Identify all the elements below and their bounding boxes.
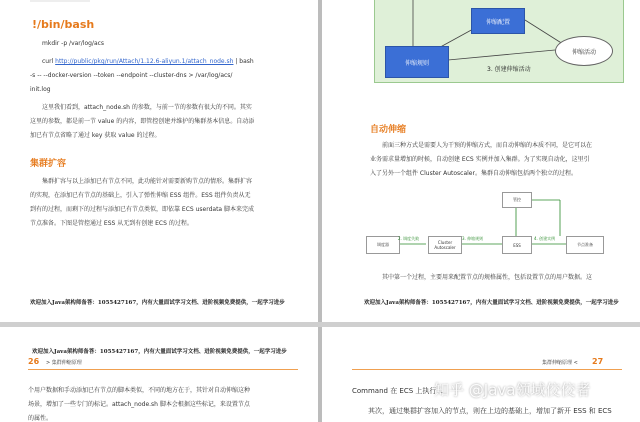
command-curl: curl http://public/pkg/run/Attach/1.12.6-aliyun.1/attach_node.sh | bash [42, 58, 254, 65]
scaling-rule-box: 伸缩规则 [385, 46, 449, 78]
scaling-config-box: 伸缩配置 [471, 8, 525, 34]
page-number-27: 27 [592, 357, 604, 366]
flow-edge-label-2: 3. 伸缩规则 [462, 236, 484, 241]
bottom-left-page [0, 327, 318, 422]
bottom-left-header-footer: 欢迎加入Java架构师备答：1055427167，内有大量面试学习文档、进阶视频免费提供，一起学习进步 [32, 349, 287, 355]
paragraph-2-line-4: 节点准备。下图是管控通过 ESS 从无到有创建 ECS 的过程。 [30, 220, 193, 227]
zhihu-watermark: 知乎 @Java领域佼佼者 [434, 381, 591, 399]
flow-autoscaler-box: Cluster Autoscaler [428, 236, 462, 254]
paragraph-1-line-3: 加已有节点省略了通过 key 获取 value 的过程。 [30, 132, 161, 139]
auto-para-line-3: 入了另外一个组件 Cluster Autoscaler。集群自动伸缩包括两个独立的过程。 [370, 170, 577, 177]
paragraph-2-line-3: 到有的过程，而剩下的过程与添加已有节点类似，即依靠 ECS userdata 脚本来完成 [30, 206, 255, 213]
flow-node-prep-box: 节点准备 [566, 236, 604, 254]
top-diagram [374, 0, 624, 83]
autoscale-flow-diagram [362, 188, 612, 266]
paragraph-2-line-1: 集群扩容与以上添加已有节点不同，此功能针对需要新购节点的情形。集群扩容 [42, 178, 253, 185]
paragraph-1-line-2: 这里的参数，都是前一节 value 的内容，即管控创建并维护的集群基本信息。自动添 [30, 118, 255, 125]
flow-arrows [362, 188, 612, 266]
step-3-label: 3. 创建伸缩活动 [487, 66, 531, 73]
top-cut-text [30, 0, 90, 2]
page-footer-right: 欢迎加入Java架构师备答：1055427167，内有大量面试学习文档、进阶视频免费提供，一起学习进步 [364, 300, 619, 306]
attach-script-link[interactable]: http://public/pkg/run/Attach/1.12.6-aliyun.1/attach_node.sh [55, 58, 234, 65]
command-args: -s -- --docker-version --token --endpoint --cluster-dns > /var/log/acs/ [30, 72, 233, 79]
bottom-right-page [322, 327, 640, 422]
flow-edge-label-1: 2. 调度失败 [398, 236, 420, 241]
flow-control-box: 管控 [502, 192, 532, 208]
header-rule-left [28, 369, 298, 370]
right-page [322, 0, 640, 322]
page-number-26: 26 [28, 357, 40, 366]
auto-caption: 其中第一个过程，主要用来配置节点的规格属性，包括设置节点的用户数据。这 [382, 274, 593, 281]
auto-para-line-2: 业务需求量增加的时候，自动创建 ECS 实例并加入集群。为了实现自动化，这里引 [370, 156, 590, 163]
bottom-right-line-2: 其次，通过集群扩容加入的节点，则在上边的基础上，增加了新开 ESS 和 ECS [368, 407, 612, 415]
running-title-right: 集群伸缩原理 < [542, 360, 578, 366]
flow-scheduler-box: 调度器 [366, 236, 400, 254]
bottom-left-line-3: 的属性。 [28, 415, 53, 422]
left-page [0, 0, 318, 322]
flow-edge-label-3: 4. 创建实例 [534, 236, 556, 241]
scaling-activity-ellipse: 伸缩活动 [555, 36, 613, 66]
command-log: init.log [30, 86, 51, 93]
header-rule-right [352, 369, 622, 370]
auto-para-line-1: 前面三种方式是需要人为干预的伸缩方式，而自动伸缩的本质不同，是它可以在 [382, 142, 593, 149]
section-title-bash: !/bin/bash [32, 18, 95, 31]
bottom-left-line-2: 场景，增加了一些专门的标记。attach_node.sh 脚本会根据这些标记，来设置节点 [28, 401, 250, 408]
bottom-left-line-1: 个用户数据和手动添加已有节点的脚本类似，不同的地方在于，其针对自动伸缩这种 [28, 387, 251, 394]
flow-ess-box: ESS [502, 236, 532, 254]
paragraph-2-line-2: 的实现，在添加已有节点的基础上，引入了弹性伸缩 ESS 组件。ESS 组件负责从无 [30, 192, 251, 199]
running-title-left: > 集群伸缩原理 [46, 360, 82, 366]
section-title-auto-scaling: 自动伸缩 [370, 125, 407, 135]
bottom-right-line-1: Command 在 ECS 上执行... [352, 387, 444, 395]
section-title-scale-out: 集群扩容 [30, 159, 67, 169]
command-mkdir: mkdir -p /var/log/acs [42, 40, 105, 47]
page-footer-left: 欢迎加入Java架构师备答：1055427167，内有大量面试学习文档、进阶视频免费提供，一起学习进步 [30, 300, 285, 306]
paragraph-1-line-1: 这里我们看到，attach_node.sh 的参数，与前一节的参数有很大的不同。其实 [42, 104, 252, 111]
